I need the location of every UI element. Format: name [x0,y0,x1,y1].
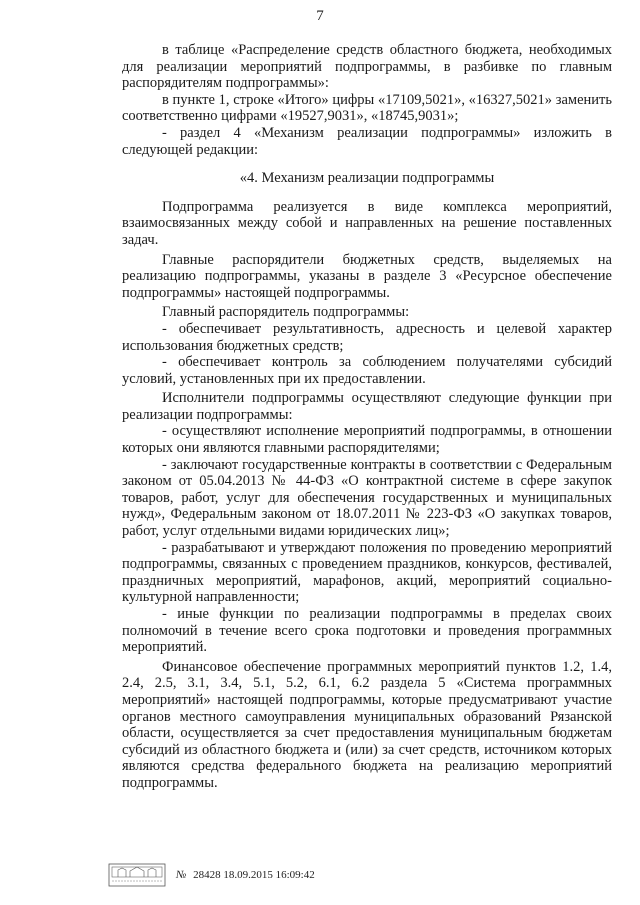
list-item: - иные функции по реализации подпрограммы в пределах своих полномочий в течение всего срока подготовки и проведения программных мероприятий. [122,606,612,656]
registration-datetime: 18.09.2015 16:09:42 [223,869,315,881]
list-item: - обеспечивает контроль за соблюдением получателями субсидий условий, установленных при их предоставлении. [122,354,612,387]
paragraph: Исполнители подпрограммы осуществляют следующие функции при реализации подпрограммы: [122,390,612,423]
paragraph: в таблице «Распределение средств областного бюджета, необходимых для реализации мероприятий подпрограммы, в разбивке по главным распорядителям подпрограммы»: [122,42,612,92]
paragraph: Главные распорядители бюджетных средств, выделяемых на реализацию подпрограммы, указаны в разделе 3 «Ресурсное обеспечение подпрограммы» настоящей подпрограммы. [122,251,612,301]
page-number: 7 [316,8,324,24]
paragraph: Главный распорядитель подпрограммы: [162,304,410,321]
list-item: - обеспечивает результативность, адресность и целевой характер использования бюджетных средств; [122,320,612,354]
paragraph: Подпрограмма реализуется в виде комплекса мероприятий, взаимосвязанных между собой и направленных на решение поставленных задач. [122,198,612,248]
list-item: - осуществляют исполнение мероприятий подпрограммы, в отношении которых они являются главными распорядителями; [122,423,612,457]
paragraph: в пункте 1, строке «Итого» цифры «17109,5021», «16327,5021» заменить соответственно цифрами «19527,9031», «18745,9031»; [122,91,612,125]
registration-number: 28428 [193,869,221,881]
registration-info [176,869,315,881]
registration-footer [108,862,315,888]
list-item: - заключают государственные контракты в соответствии с Федеральным законом от 05.04.2013 № 44-ФЗ «О контрактной системе в сфере закупок товаров, работ, услуг для обеспечения государственных и муниципальных нужд», Федеральным законом от 18.07.2011 № 223-ФЗ «О закупках товаров, работ, услуг отдельными видами юридических лиц»; [122,456,612,540]
registration-mark: № [176,869,187,881]
document-body [122,42,612,792]
list-item: - разрабатывают и утверждают положения по проведению мероприятий подпрограммы, связанных с проведением праздников, конкурсов, фестивалей, праздничных мероприятий, марафонов, акций, мероприятий социально-культурной направленности; [122,539,612,606]
registry-stamp-icon [108,863,166,887]
paragraph: - раздел 4 «Механизм реализации подпрограммы» изложить в следующей редакции: [122,124,612,158]
section-heading: «4. Механизм реализации подпрограммы [239,170,495,187]
paragraph: Финансовое обеспечение программных мероприятий пунктов 1.2, 1.4, 2.4, 2.5, 3.1, 3.4, 5.1, 5.2, 6.1, 6.2 раздела 5 «Система программных мероприятий» настоящей подпрограммы, которые предусматривают участие органов местного самоуправления муниципальных образований Рязанской области, осуществляется за счет предоставления муниципальным бюджетам субсидий из областного бюджета и (или) за счет средств, источником которых являются средства федерального бюджета на реализацию мероприятий подпрограммы. [122,658,612,791]
